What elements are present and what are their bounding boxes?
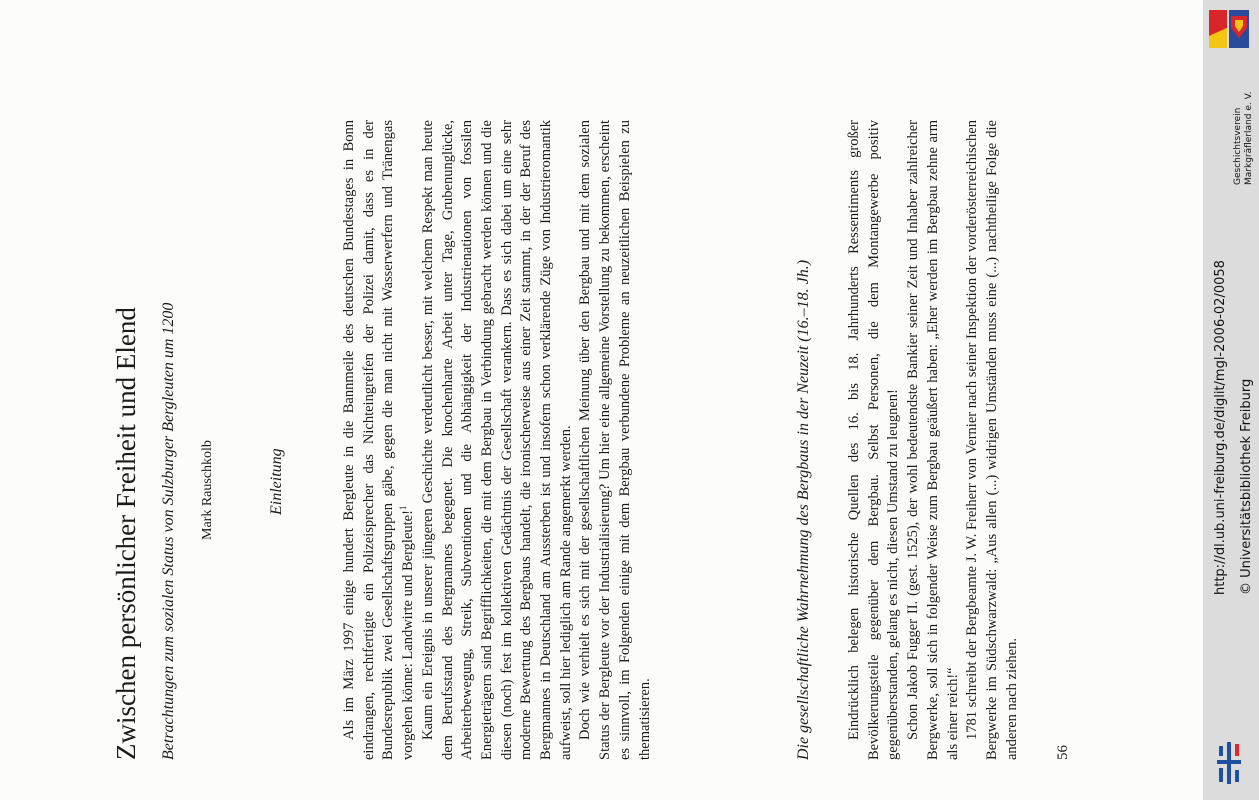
section-neuzeit-body [845,120,1022,760]
section-heading-neuzeit: Die gesellschaftliche Wahrnehmung des Bergbaus in der Neuzeit (16.–18. Jh.) [795,259,812,760]
paragraph [340,120,419,760]
ub-freiburg-logo-icon [1209,740,1249,786]
article-title: Zwischen persönlicher Freiheit und Elend [111,307,141,760]
paragraph: Doch wie verhielt es sich mit der gesellschaftlichen Meinung über den Bergbau und mit dem sozialen Status der Bergleute vor der Industrialisierung? Um hier eine allgemeine Vorstellung zu bekommen, erscheint es sinnvoll, im Folgenden einige mit dem Bergbau verbundene Probleme an neuzeitlichen Beispielen zu thematisieren. [577,120,653,760]
copyright-notice: © Universitätsbibliothek Freiburg [1239,378,1254,595]
section-heading-einleitung: Einleitung [268,448,285,515]
section-einleitung-body [340,120,655,760]
permalink-url[interactable]: http://dl.ub.uni-freiburg.de/diglit/mgl-2006-02/0058 [1213,260,1228,595]
paragraph: Eindrücklich belegen historische Quellen des 16. bis 18. Jahrhunderts Ressentiments großer Bevölkerungsteile gegenüber dem Bergbau. Selbst Personen, die dem Montangewerbe positiv gegenüberstanden, gelang es nicht, diesen Umstand zu leugnen! [846,120,902,760]
page-number: 56 [1055,745,1071,760]
paragraph-text: Als im März 1997 einige hundert Bergleute in die Bannmeile des deutschen Bundestages in Bonn eindrangen, rechtfertigte ein Polizeisprecher das Nichteingreifen der Polizei damit, dass es in der Bundesrepublik zwei Gesellschaftsgruppen gäbe, gegen die man nicht mit Wasserwerfern und Tränengas vorgehen könne: Landwirte und Bergleute! [341,120,417,760]
footnote-marker: 1 [398,505,409,511]
org-name-line1: Geschichtsverein [1233,107,1243,185]
article-subtitle: Betrachtungen zum sozialen Status von Sulzburger Bergleuten um 1200 [160,302,177,760]
page-content-rotated [40,40,1160,760]
paragraph: Schon Jakob Fugger II. (gest. 1525), der wohl bedeutendste Bankier seiner Zeit und Inhaber zahlreicher Bergwerke, soll sich in folgender Weise zum Bergbau geäußert haben: „Eher werden im Bergbau zehne arm als einer reich!“ [905,120,961,760]
paragraph: Kaum ein Ereignis in unserer jüngeren Geschichte verdeutlicht besser, mit welchem Respekt man heute dem Berufsstand des Bergmannes begegnet. Die knochenharte Arbeit unter Tage, Grubenunglücke, Arbeiterbewegung, Streik, Subventionen und die Abhängigkeit der Industrienationen von fossilen Energieträgern sind Begrifflichkeiten, die mit dem Bergbau in Verbindung gebracht werden können und die diesen (noch) fest im kollektiven Gedächtnis der Gesellschaft verankern. Dass es sich dabei um eine sehr moderne Bewertung des Bergbaus handelt, die ironischerweise aus einer Zeit stammt, in der der Beruf des Bergmannes in Deutschland am Aussterben ist und insofern schon verklärende Züge von Industrieromantik aufweist, soll hier lediglich am Rande angemerkt werden. [419,120,574,760]
paragraph: 1781 schreibt der Bergbeamte J. W. Freiherr von Vernier nach seiner Inspektion der vorderösterreichischen Bergwerke im Südschwarzwald: „Aus allen (...) widrigen Umständen muss eine (...) nachtheilige Folge die anderen nach ziehen. [964,120,1020,760]
geschichtsverein-crest-icon [1205,8,1253,50]
org-name-line2: Markgräflerland e. V. [1244,91,1254,185]
article-author: Mark Rauschkolb [200,440,215,540]
